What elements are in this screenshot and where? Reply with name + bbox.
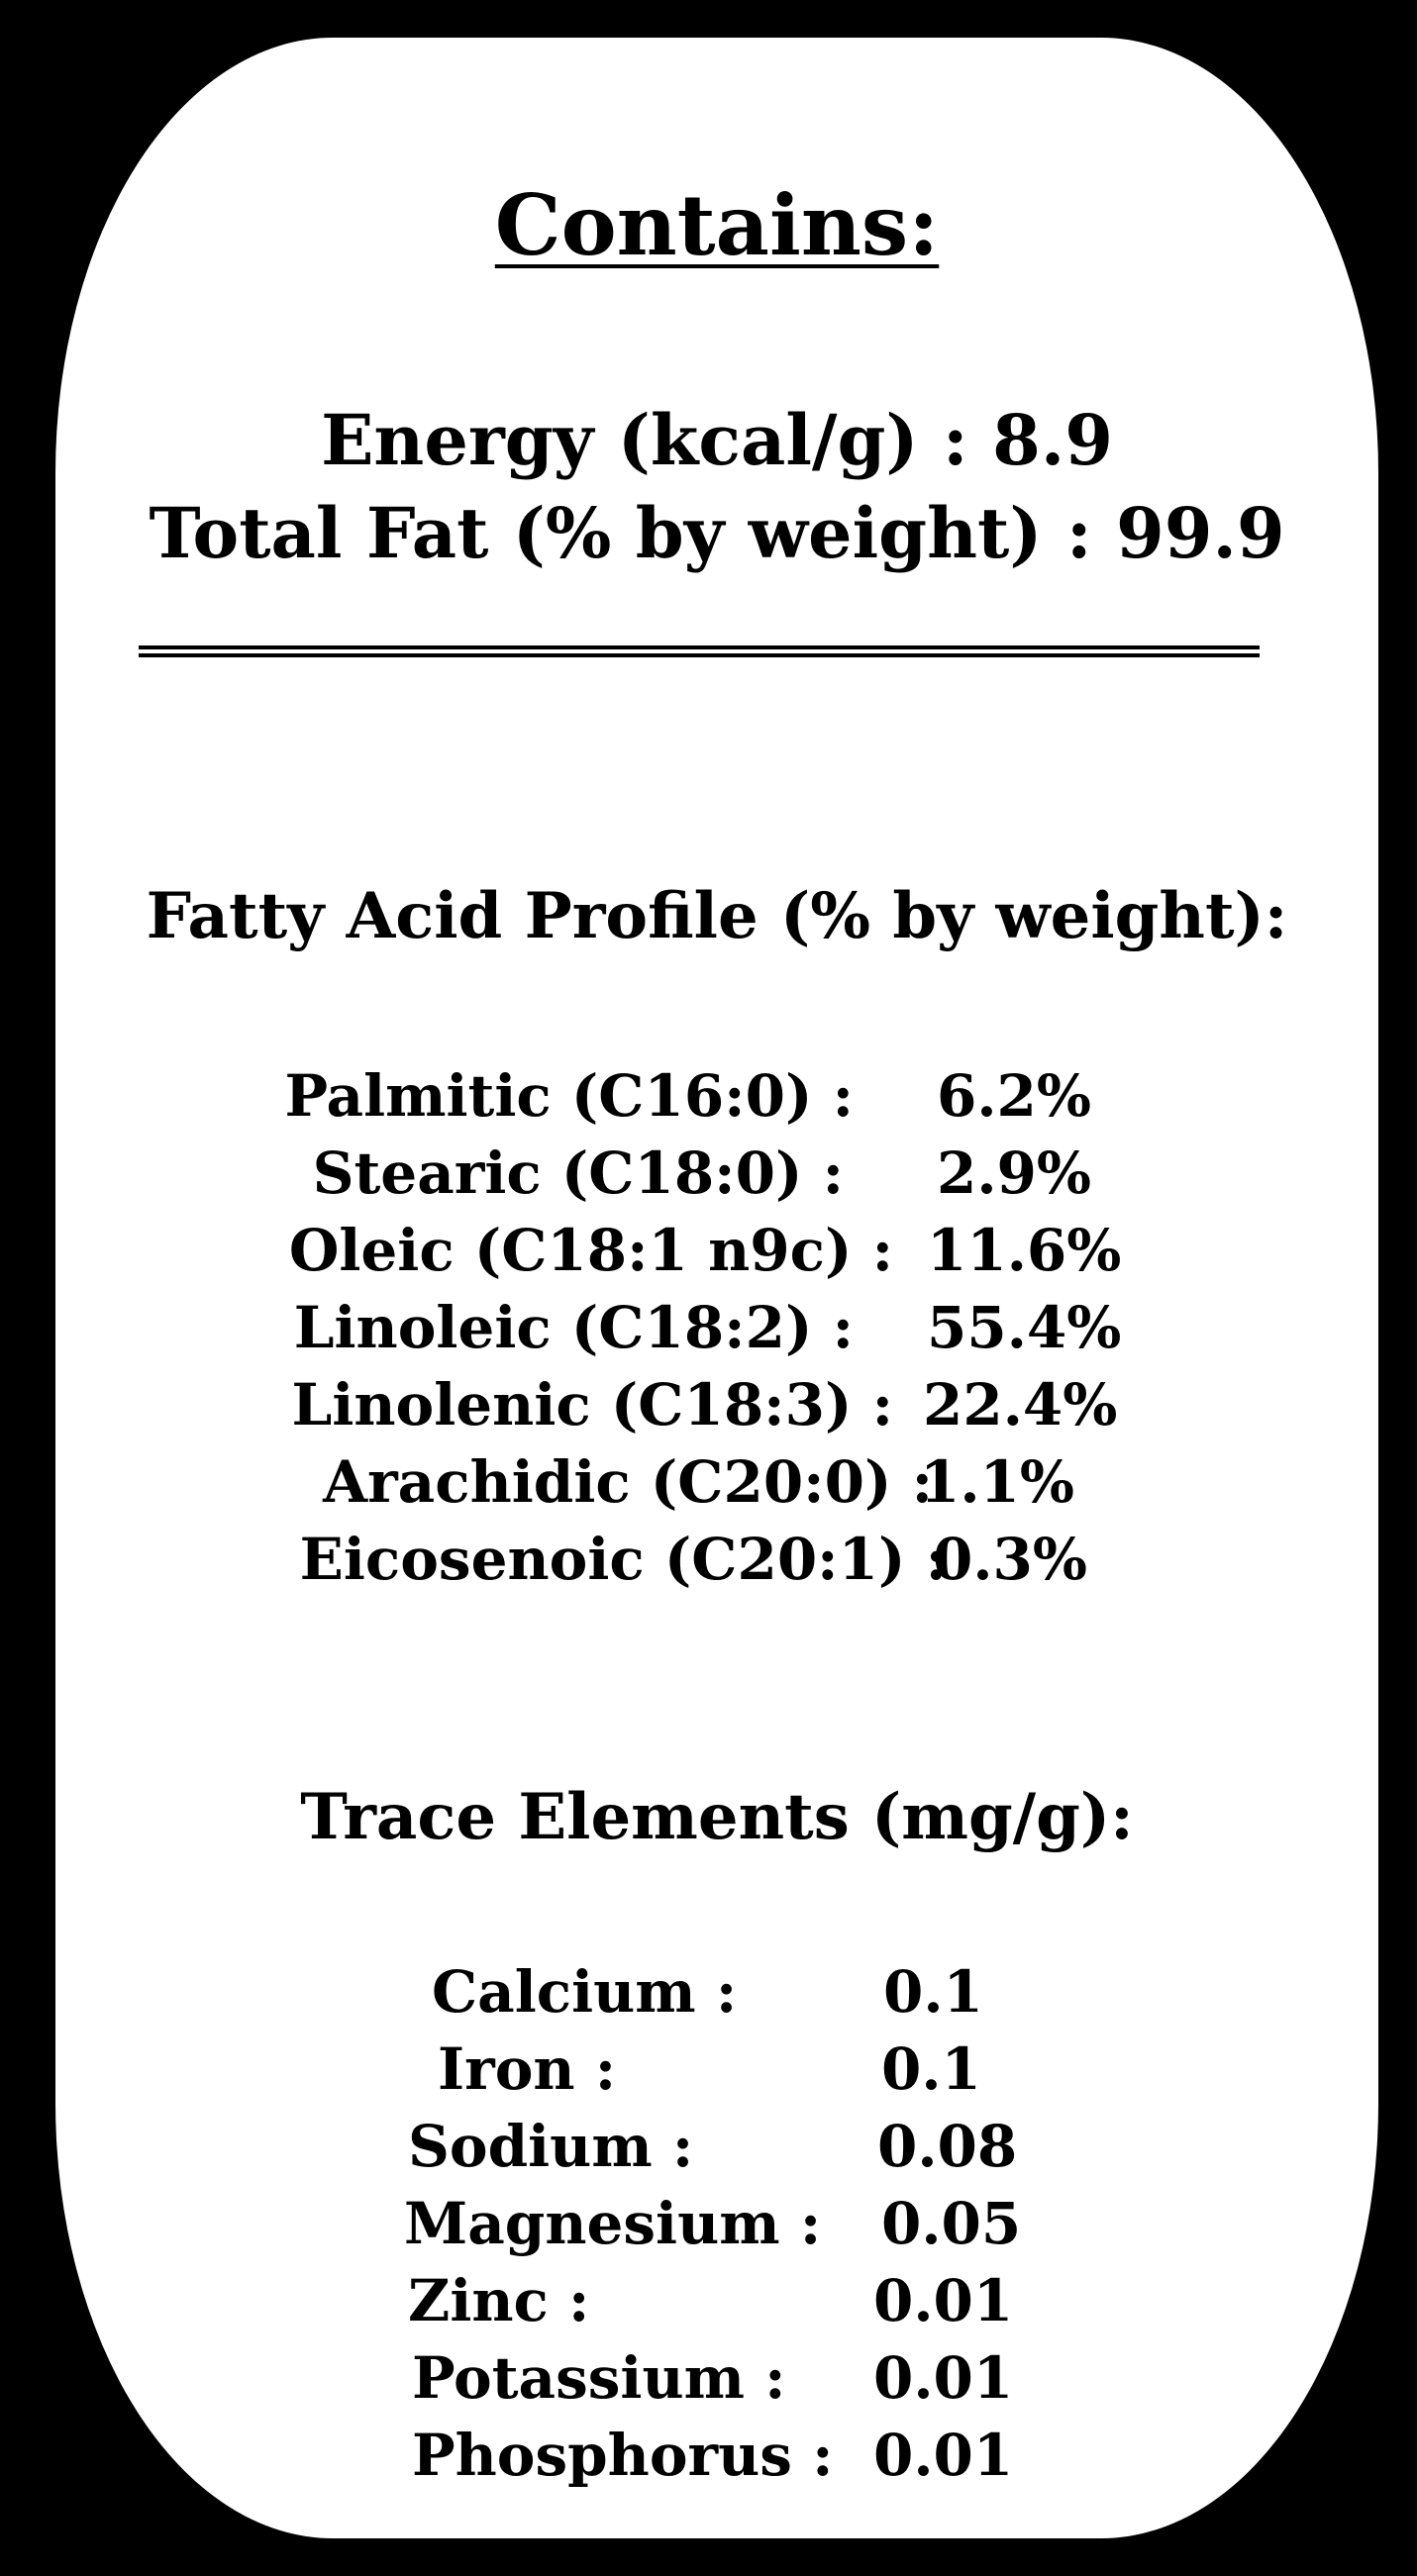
fatty-acid-label: Oleic (C18:1 n9c) : (288, 1217, 893, 1284)
trace-element-label: Magnesium : (404, 2190, 822, 2257)
total-fat-line: Total Fat (% by weight) : 99.9 (149, 492, 1285, 574)
trace-element-value: 0.01 (873, 2267, 1014, 2334)
trace-element-label: Potassium : (412, 2344, 786, 2412)
trace-elements-heading: Trace Elements (mg/g): (300, 1780, 1134, 1854)
fatty-acid-value: 1.1% (920, 1448, 1075, 1516)
fatty-acid-value: 2.9% (937, 1139, 1092, 1207)
fatty-acid-value: 11.6% (927, 1217, 1122, 1284)
fatty-acid-label: Stearic (C18:0) : (312, 1139, 844, 1207)
trace-element-label: Calcium : (432, 1958, 738, 2026)
nutrition-card (55, 38, 1378, 2538)
trace-element-value: 0.1 (883, 1958, 983, 2026)
page-title: Contains: (494, 176, 940, 274)
trace-element-label: Zinc : (408, 2267, 590, 2334)
energy-line: Energy (kcal/g) : 8.9 (321, 399, 1113, 481)
fatty-acid-label: Palmitic (C16:0) : (284, 1062, 854, 1130)
trace-element-label: Sodium : (408, 2113, 694, 2180)
fatty-acid-value: 55.4% (927, 1294, 1122, 1361)
fatty-acid-label: Eicosenoic (C20:1) : (299, 1526, 947, 1593)
fatty-acid-label: Linolenic (C18:3) : (291, 1371, 893, 1438)
summary-block (55, 394, 1378, 580)
fatty-acid-label: Arachidic (C20:0) : (323, 1448, 933, 1516)
fatty-acid-value: 0.3% (933, 1526, 1088, 1593)
trace-element-label: Iron : (438, 2035, 617, 2103)
trace-element-value: 0.01 (873, 2344, 1014, 2412)
trace-element-value: 0.05 (881, 2190, 1022, 2257)
trace-element-label: Phosphorus : (412, 2422, 834, 2489)
fatty-acid-value: 6.2% (937, 1062, 1092, 1130)
double-divider (139, 645, 1260, 657)
trace-element-value: 0.01 (873, 2422, 1014, 2489)
fatty-acid-value: 22.4% (923, 1371, 1118, 1438)
trace-element-value: 0.1 (881, 2035, 981, 2103)
fatty-acid-heading: Fatty Acid Profile (% by weight): (146, 879, 1288, 953)
trace-element-value: 0.08 (877, 2113, 1018, 2180)
fatty-acid-label: Linoleic (C18:2) : (293, 1294, 854, 1361)
